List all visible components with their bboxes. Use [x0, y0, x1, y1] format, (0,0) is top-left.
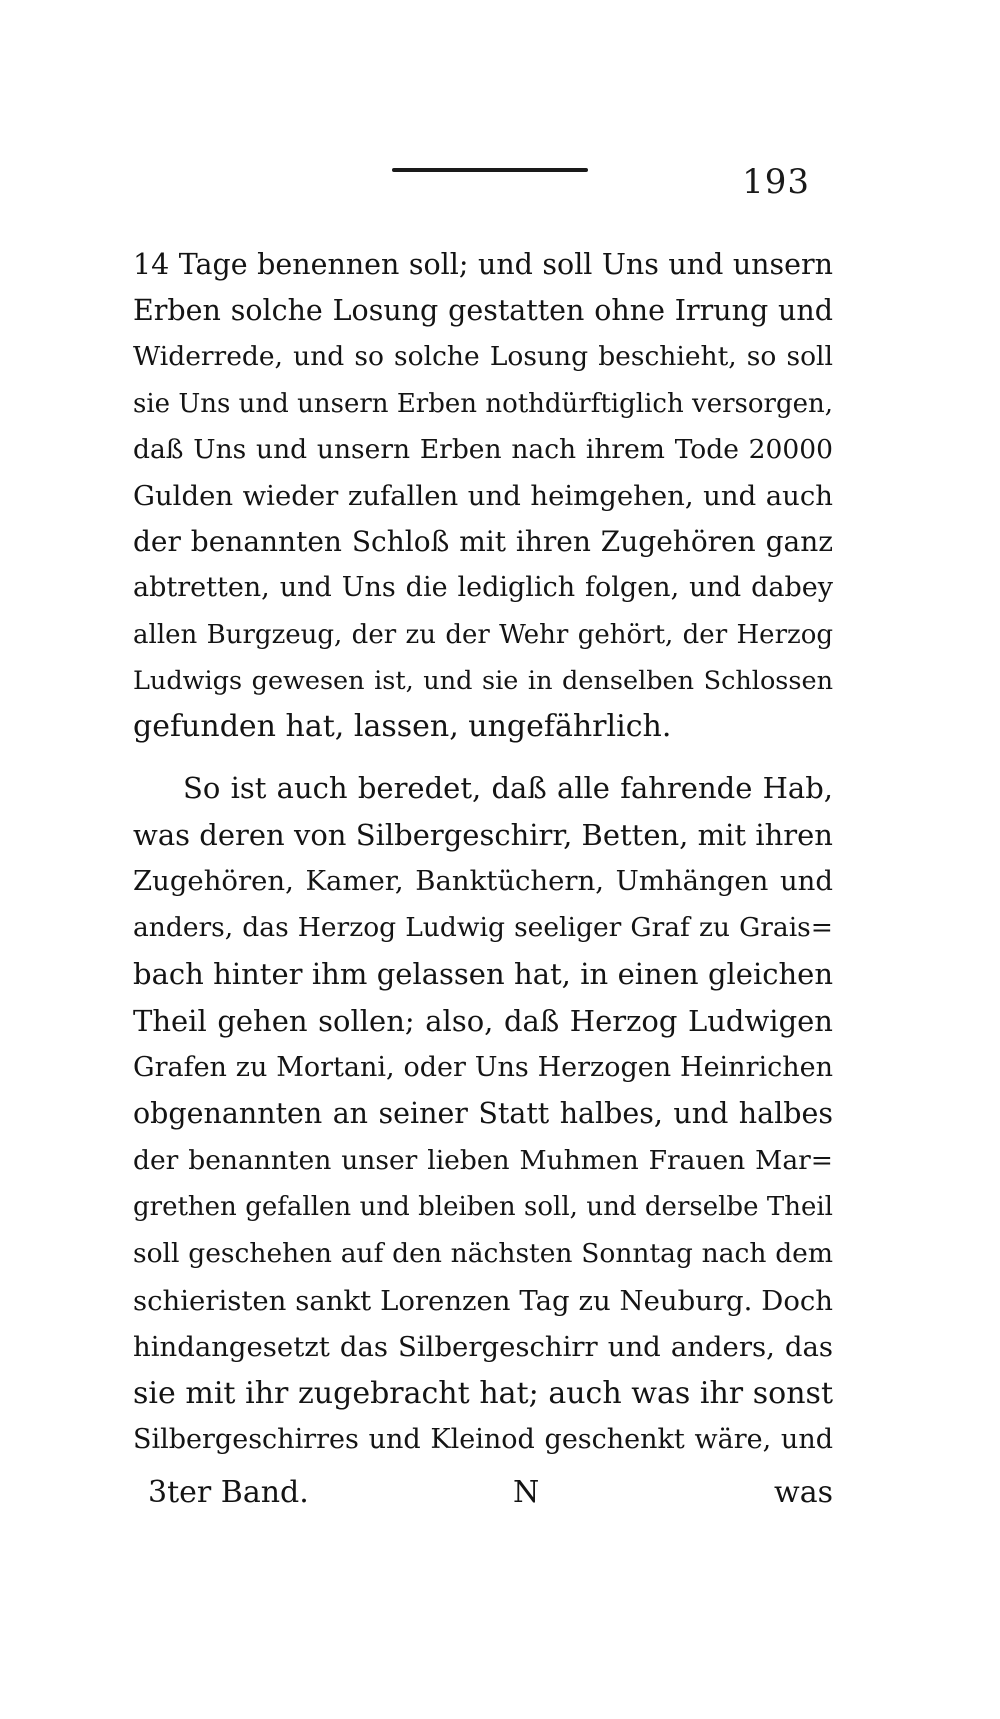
text-line: Widerrede, und so solche Losung beschieht, so soll	[133, 341, 833, 373]
paragraph-2	[133, 765, 833, 1464]
text-line: Erben solche Losung gestatten ohne Irrung und	[133, 294, 833, 328]
paragraph-1	[133, 242, 833, 750]
text-line: der benannten unser lieben Muhmen Frauen Mar=	[133, 1144, 833, 1176]
text-line: Ludwigs gewesen ist, und sie in denselben Schlossen	[133, 665, 833, 696]
signature-mark: N	[513, 1475, 540, 1510]
text-line: sie Uns und unsern Erben nothdürftiglich versorgen,	[133, 388, 833, 419]
text-line: allen Burgzeug, der zu der Wehr gehört, der Herzog	[133, 619, 833, 650]
text-line: der benannten Schloß mit ihren Zugehören ganz	[133, 525, 833, 559]
catchword: was	[774, 1475, 833, 1510]
text-line: was deren von Silbergeschirr, Betten, mit ihren	[133, 817, 833, 852]
text-line: abtretten, und Uns die lediglich folgen, und dabey	[133, 572, 833, 604]
text-line: sie mit ihr zugebracht hat; auch was ihr sonst	[133, 1375, 833, 1411]
text-line: Silbergeschirres und Kleinod geschenkt wäre, und	[133, 1424, 833, 1456]
text-line: Grafen zu Mortani, oder Uns Herzogen Heinrichen	[133, 1051, 833, 1083]
text-line: soll geschehen auf den nächsten Sonntag nach dem	[133, 1237, 833, 1269]
text-line: schieristen sankt Lorenzen Tag zu Neuburg. Doch	[133, 1284, 833, 1317]
text-line: Theil gehen sollen; also, daß Herzog Ludwigen	[133, 1003, 833, 1038]
text-line: daß Uns und unsern Erben nach ihrem Tode 20000	[133, 433, 833, 465]
text-line: Zugehören, Kamer, Banktüchern, Umhängen und	[133, 865, 833, 898]
header-rule	[392, 168, 588, 172]
page-number: 193	[742, 162, 810, 202]
text-line: obgenannten an seiner Statt halbes, und halbes	[133, 1097, 833, 1131]
text-line: 14 Tage benennen soll; und soll Uns und unsern	[133, 248, 833, 281]
text-line: hindangesetzt das Silbergeschirr und anders, das	[133, 1331, 833, 1364]
text-line: Gulden wieder zufallen und heimgehen, und auch	[133, 479, 833, 512]
text-line: grethen gefallen und bleiben soll, und derselbe Theil	[133, 1192, 833, 1223]
signature-label: 3ter Band.	[148, 1475, 309, 1510]
text-line: gefunden hat, lassen, ungefährlich.	[133, 708, 672, 744]
text-line: bach hinter ihm gelassen hat, in einen gleichen	[133, 957, 833, 992]
page-footer	[133, 1470, 833, 1516]
text-line: anders, das Herzog Ludwig seeliger Graf zu Grais=	[133, 911, 833, 943]
text-line: So ist auch beredet, daß alle fahrende Hab,	[183, 771, 833, 805]
